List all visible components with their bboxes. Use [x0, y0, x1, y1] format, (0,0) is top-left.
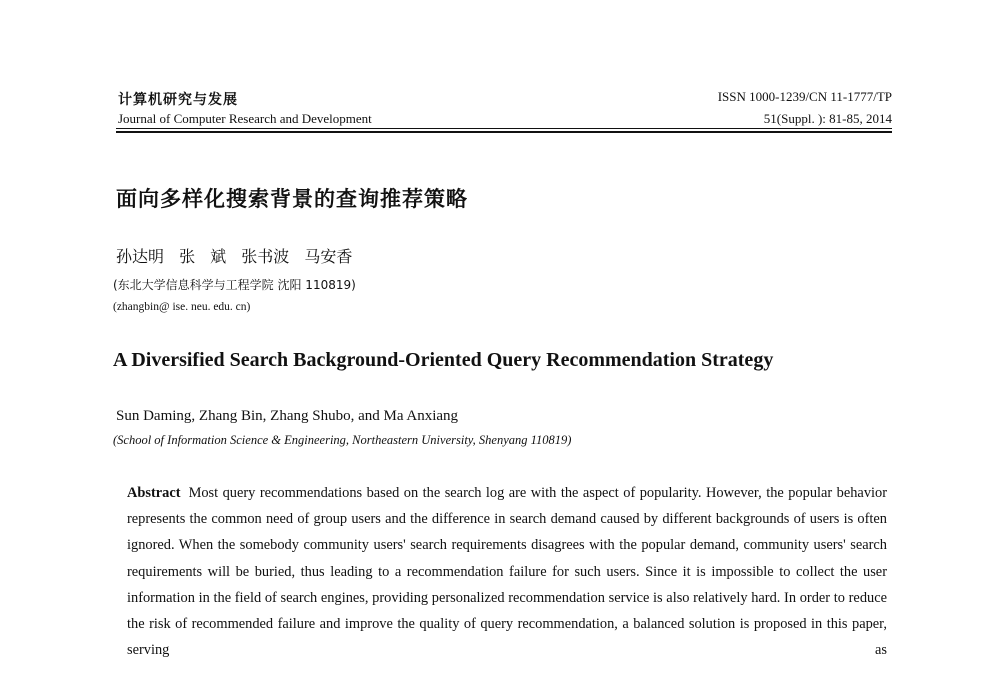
affiliation-cn: (东北大学信息科学与工程学院 沈阳 110819): [113, 278, 356, 292]
authors-en: Sun Daming, Zhang Bin, Zhang Shubo, and Ma Anxiang: [116, 408, 459, 424]
author-email: (zhangbin@ ise. neu. edu. cn): [113, 301, 251, 313]
abstract-text: Most query recommendations based on the search log are with the aspect of popularity. However, the popular behavior represents the common need of group users and the difference in search demand caused by different backgrounds of users is often ignored. When the somebody community users' search requirements disagrees with the popular demand, community users' search requirements will be buried, thus leading to a recommendation failure for such users. Since it is impossible to collect the user information in the field of search engines, providing personalized recommendation service is also relatively hard. In order to reduce the risk of recommended failure and improve the quality of query recommendation, a balanced solution is proposed in this paper, serving as: [127, 485, 887, 659]
journal-issn: ISSN 1000-1239/CN 11-1777/TP: [717, 89, 892, 104]
abstract: [127, 480, 887, 663]
abstract-label: Abstract: [127, 485, 181, 501]
journal-name-cn: 计算机研究与发展: [118, 93, 238, 108]
journal-volume: 51(Suppl. ): 81-85, 2014: [763, 111, 892, 126]
authors-cn: 孙达明 张 斌 张书波 马安香: [116, 247, 353, 266]
paper-title-cn: 面向多样化搜索背景的查询推荐策略: [116, 187, 468, 211]
paper-title-en: A Diversified Search Background-Oriented Query Recommendation Strategy: [113, 349, 774, 371]
journal-name-en: Journal of Computer Research and Development: [118, 111, 372, 126]
header-rule-thick: [116, 131, 892, 133]
affiliation-en: (School of Information Science & Engineering, Northeastern University, Shenyang 110819): [113, 433, 572, 447]
header-rule-thin: [116, 128, 892, 129]
